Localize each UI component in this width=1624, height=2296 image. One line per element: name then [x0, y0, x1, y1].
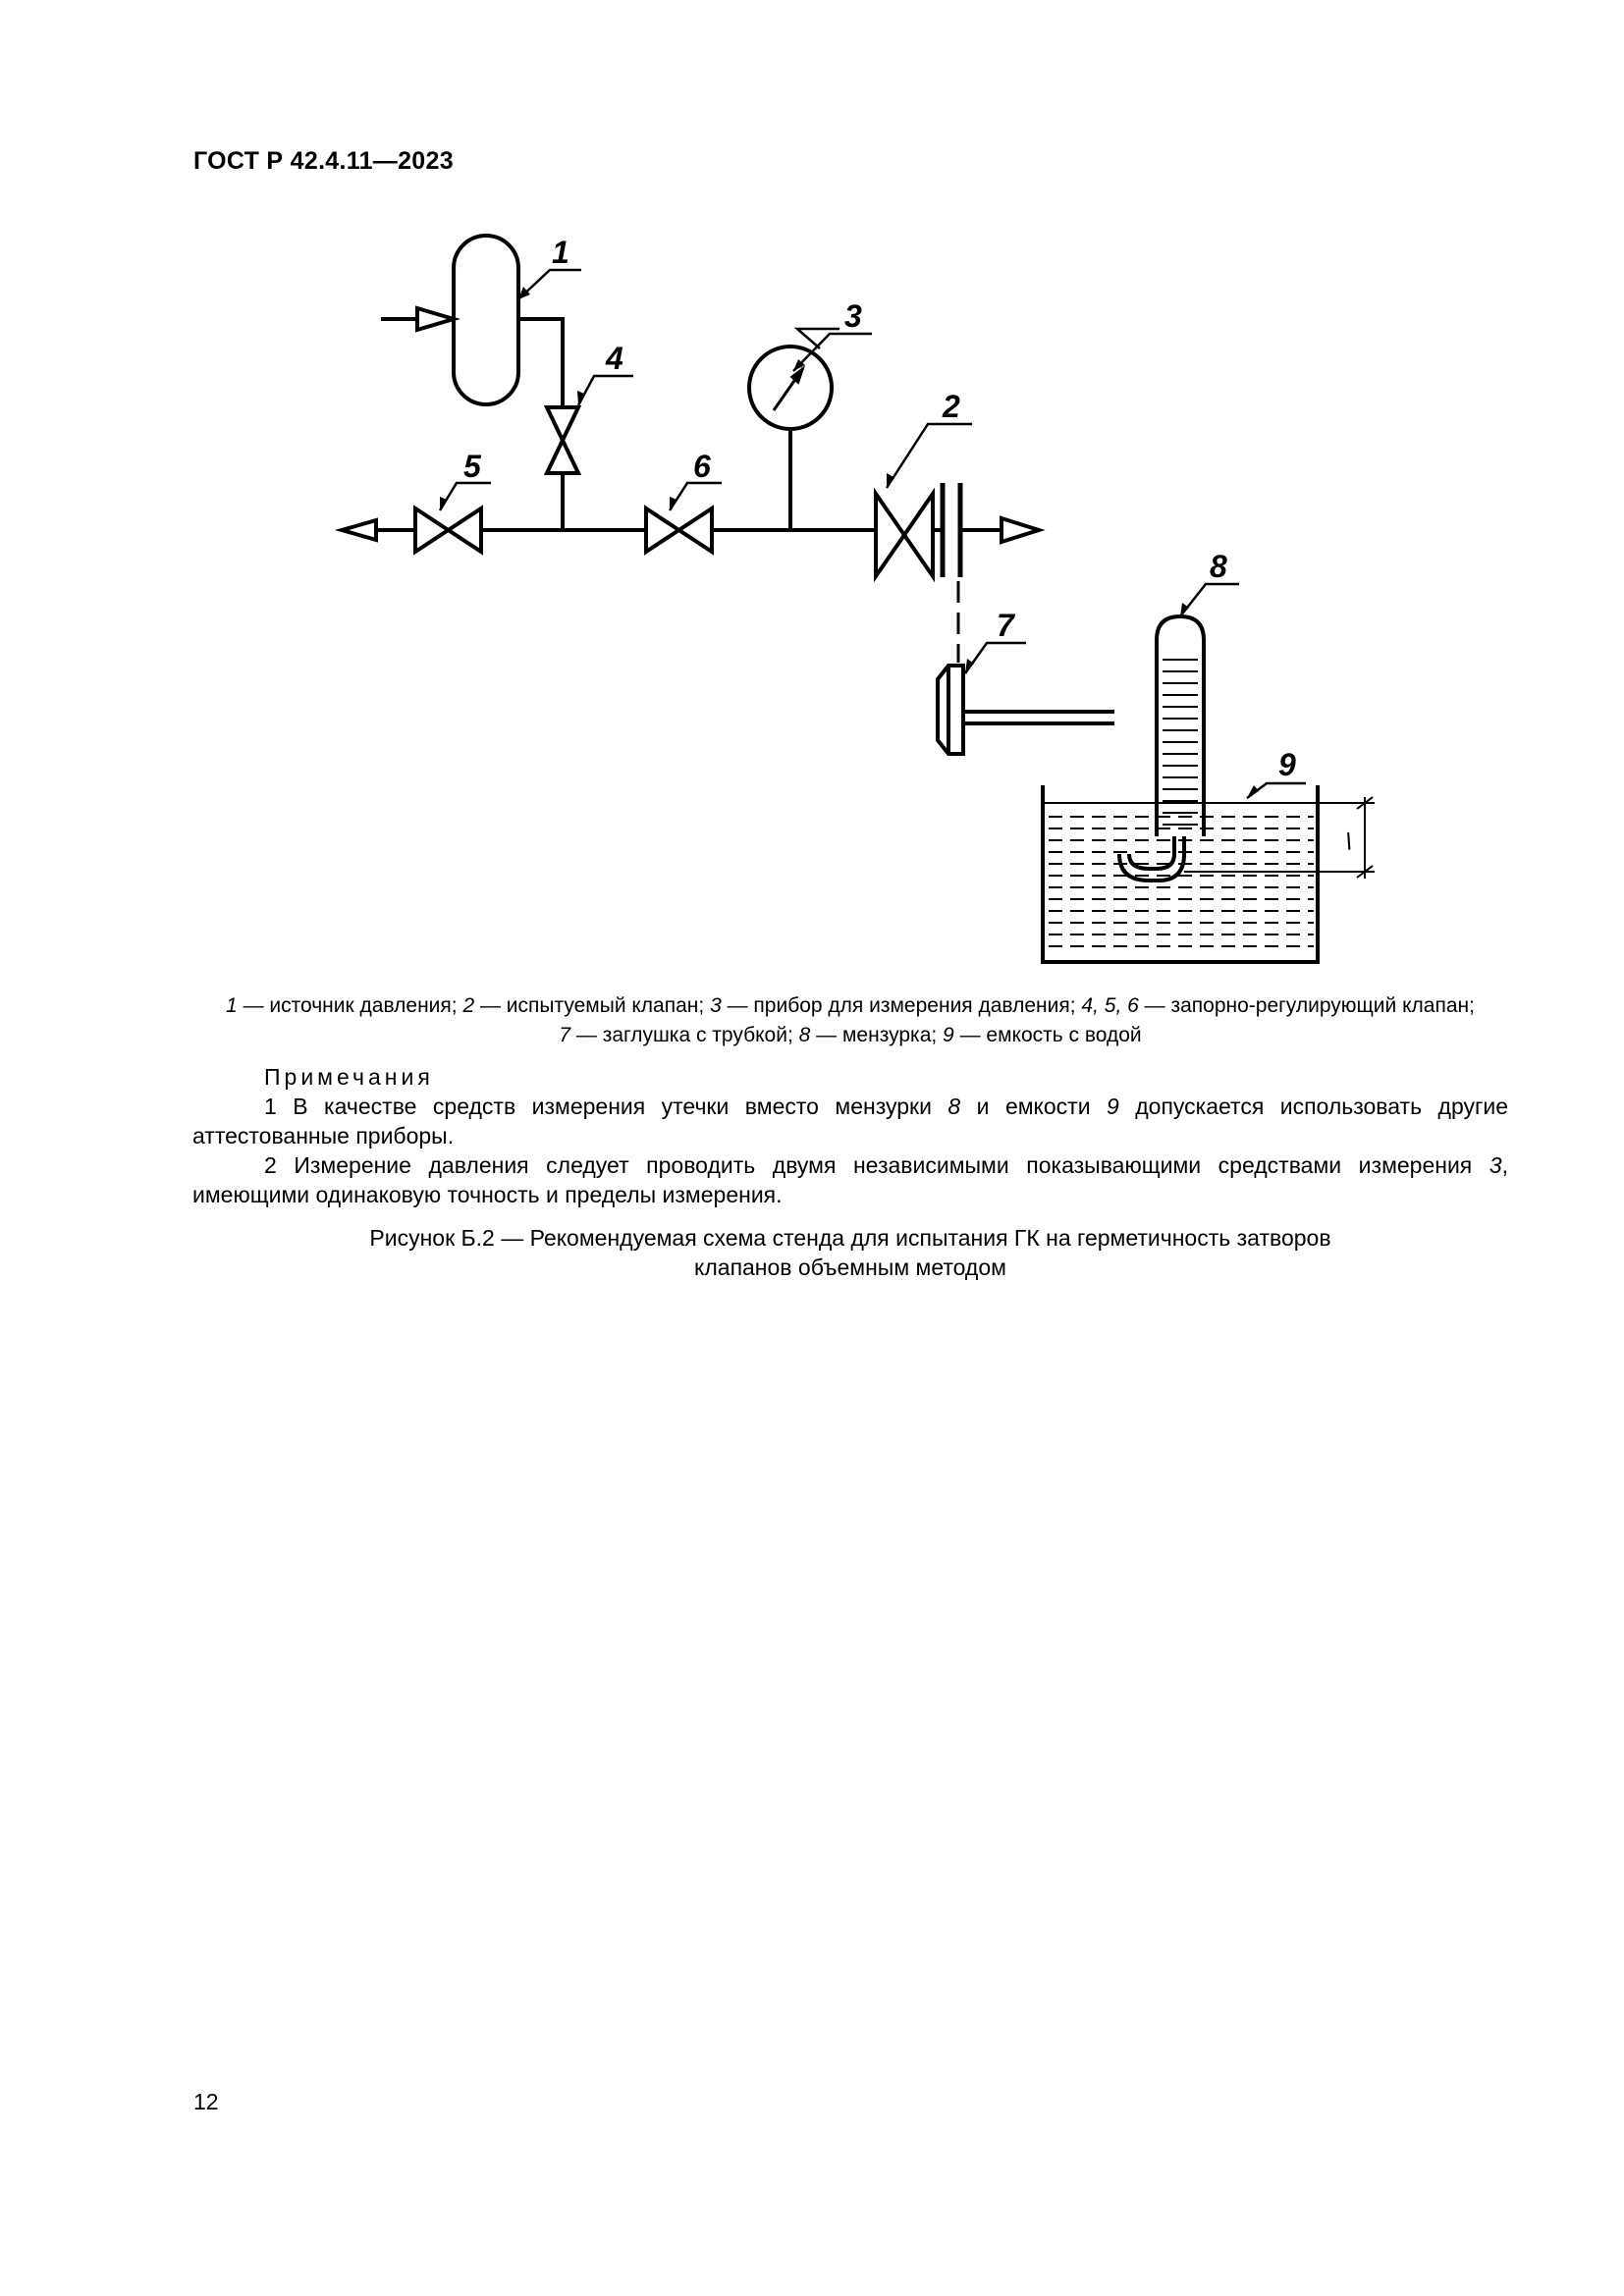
- source-pipe: [518, 319, 563, 407]
- valve-4: [547, 407, 578, 473]
- notes-section: [192, 1062, 1508, 1209]
- callout-3: 3: [844, 298, 862, 334]
- callout-7: 7: [997, 608, 1014, 643]
- legend-line-1: 1 — источник давления; 2 — испытуемый клапан; 3 — прибор для измерения давления; 4, 5, 6 — запорно-регулирующий клапан;: [226, 994, 1475, 1017]
- callout-5: 5: [463, 449, 481, 484]
- note-2: 2 Измерение давления следует проводить двумя независимыми показывающими средствами измерения 3, имеющими одинаковую точность и пределы измерения.: [192, 1152, 1508, 1207]
- figure-caption: [192, 1223, 1508, 1282]
- valve-2: [876, 494, 933, 576]
- notes-title: Примечания: [264, 1064, 434, 1090]
- callout-8: 8: [1210, 549, 1227, 584]
- test-bench-diagram: [0, 0, 1624, 982]
- valve-6: [646, 508, 712, 552]
- callout-4: 4: [606, 341, 623, 376]
- callout-9: 9: [1278, 747, 1296, 782]
- valve-5: [415, 508, 481, 552]
- callout-2: 2: [943, 389, 960, 424]
- document-header: ГОСТ Р 42.4.11—2023: [193, 147, 454, 175]
- callout-1: 1: [552, 235, 569, 270]
- page-number: 12: [193, 2089, 219, 2114]
- legend-line-2: 7 — заглушка с трубкой; 8 — мензурка; 9 — емкость с водой: [559, 1024, 1142, 1046]
- caption-line-1: Рисунок Б.2 — Рекомендуемая схема стенда для испытания ГК на герметичность затворов: [369, 1225, 1331, 1251]
- outlet-arrow: [1001, 518, 1039, 542]
- dimension-label: l: [1342, 828, 1355, 856]
- figure-legend: [192, 991, 1508, 1050]
- inlet-arrow: [417, 308, 454, 330]
- exhaust-arrow: [342, 520, 376, 540]
- caption-line-2: клапанов объемным методом: [694, 1255, 1006, 1280]
- pressure-source: [454, 236, 518, 404]
- note-1: 1 В качестве средств измерения утечки вместо мензурки 8 и емкости 9 допускается использовать другие аттестованные приборы.: [192, 1094, 1508, 1148]
- callout-6: 6: [693, 449, 711, 484]
